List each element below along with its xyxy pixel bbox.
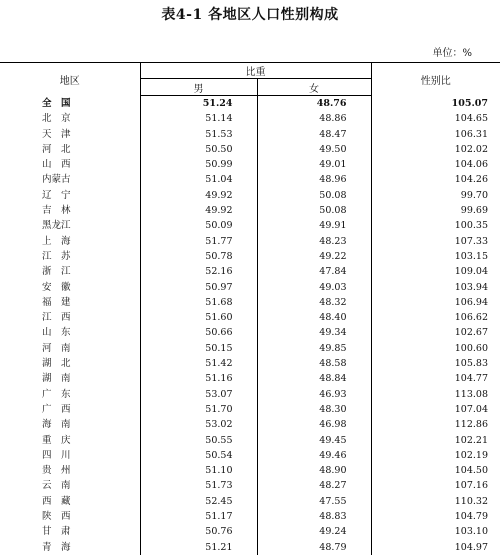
male-share-cell: 50.15 xyxy=(140,341,257,356)
male-share-cell: 52.16 xyxy=(140,264,257,279)
region-cell: 黑龙江 xyxy=(42,220,71,232)
female-share-cell: 48.90 xyxy=(257,463,371,478)
male-share-cell: 51.42 xyxy=(140,356,257,371)
female-share-cell: 48.27 xyxy=(257,478,371,493)
table-row-total xyxy=(0,96,500,112)
column-header-region: 地区 xyxy=(0,63,140,96)
male-share-cell: 51.21 xyxy=(140,540,257,555)
region-cell: 广 东 xyxy=(42,388,71,400)
table-row xyxy=(0,356,500,371)
region-cell: 云 南 xyxy=(42,480,71,492)
female-share-cell: 48.76 xyxy=(257,96,371,112)
sex-ratio-cell: 103.10 xyxy=(454,526,488,538)
column-header-female: 女 xyxy=(257,79,371,96)
table-row xyxy=(0,188,500,203)
female-share-cell: 49.03 xyxy=(257,280,371,295)
female-share-cell: 49.22 xyxy=(257,249,371,264)
female-share-cell: 49.85 xyxy=(257,341,371,356)
sex-ratio-cell: 102.67 xyxy=(454,327,488,339)
table-row xyxy=(0,494,500,509)
male-share-cell: 50.09 xyxy=(140,218,257,233)
table-row xyxy=(0,280,500,295)
male-share-cell: 50.76 xyxy=(140,524,257,539)
table-row xyxy=(0,371,500,386)
female-share-cell: 49.50 xyxy=(257,142,371,157)
region-cell: 西 藏 xyxy=(42,495,71,507)
table-row xyxy=(0,218,500,233)
female-share-cell: 48.47 xyxy=(257,127,371,142)
male-share-cell: 49.92 xyxy=(140,203,257,218)
sex-ratio-cell: 100.35 xyxy=(454,220,488,232)
region-cell: 天 津 xyxy=(42,128,71,140)
table-row xyxy=(0,264,500,279)
table-row xyxy=(0,249,500,264)
sex-composition-table xyxy=(0,62,500,555)
table-row xyxy=(0,310,500,325)
region-cell: 内蒙古 xyxy=(42,174,71,186)
sex-ratio-cell: 112.86 xyxy=(454,419,488,431)
sex-ratio-cell: 104.50 xyxy=(454,465,488,477)
sex-ratio-cell: 107.33 xyxy=(454,235,488,247)
table-row xyxy=(0,524,500,539)
region-cell: 江 西 xyxy=(42,312,71,324)
sex-ratio-cell: 102.19 xyxy=(454,449,488,461)
table-row xyxy=(0,463,500,478)
female-share-cell: 49.24 xyxy=(257,524,371,539)
male-share-cell: 51.10 xyxy=(140,463,257,478)
male-share-cell: 50.97 xyxy=(140,280,257,295)
male-share-cell: 51.68 xyxy=(140,295,257,310)
table-row xyxy=(0,341,500,356)
region-cell: 上 海 xyxy=(42,235,71,247)
region-cell: 广 西 xyxy=(42,403,71,415)
sex-ratio-cell: 106.62 xyxy=(454,312,488,324)
sex-ratio-cell: 103.15 xyxy=(454,250,488,262)
sex-ratio-cell: 102.21 xyxy=(454,434,488,446)
table-row xyxy=(0,509,500,524)
female-share-cell: 48.23 xyxy=(257,234,371,249)
male-share-cell: 50.50 xyxy=(140,142,257,157)
region-cell: 贵 州 xyxy=(42,465,71,477)
male-share-cell: 50.66 xyxy=(140,325,257,340)
table-row xyxy=(0,540,500,555)
table-row xyxy=(0,417,500,432)
female-share-cell: 49.45 xyxy=(257,433,371,448)
sex-ratio-cell: 104.77 xyxy=(454,373,488,385)
male-share-cell: 51.53 xyxy=(140,127,257,142)
region-cell: 安 徽 xyxy=(42,281,71,293)
unit-label: 单位：% xyxy=(432,48,472,59)
female-share-cell: 48.58 xyxy=(257,356,371,371)
column-header-male: 男 xyxy=(140,79,257,96)
male-share-cell: 50.99 xyxy=(140,157,257,172)
male-share-cell: 53.07 xyxy=(140,387,257,402)
female-share-cell: 48.30 xyxy=(257,402,371,417)
female-share-cell: 48.40 xyxy=(257,310,371,325)
male-share-cell: 52.45 xyxy=(140,494,257,509)
female-share-cell: 48.86 xyxy=(257,111,371,126)
table-row xyxy=(0,295,500,310)
female-share-cell: 49.34 xyxy=(257,325,371,340)
male-share-cell: 51.16 xyxy=(140,371,257,386)
table-row xyxy=(0,448,500,463)
male-share-cell: 51.04 xyxy=(140,172,257,187)
male-share-cell: 51.17 xyxy=(140,509,257,524)
sex-ratio-cell: 99.70 xyxy=(460,189,488,201)
sex-ratio-cell: 106.31 xyxy=(454,128,488,140)
region-cell: 全 国 xyxy=(42,97,71,109)
male-share-cell: 50.78 xyxy=(140,249,257,264)
table-row xyxy=(0,203,500,218)
male-share-cell: 51.14 xyxy=(140,111,257,126)
sex-ratio-cell: 107.16 xyxy=(454,480,488,492)
male-share-cell: 50.54 xyxy=(140,448,257,463)
table-row xyxy=(0,234,500,249)
female-share-cell: 50.08 xyxy=(257,188,371,203)
region-cell: 湖 北 xyxy=(42,358,71,370)
female-share-cell: 48.79 xyxy=(257,540,371,555)
female-share-cell: 46.98 xyxy=(257,417,371,432)
table-row xyxy=(0,142,500,157)
region-cell: 山 东 xyxy=(42,327,71,339)
sex-ratio-cell: 106.94 xyxy=(454,296,488,308)
female-share-cell: 47.55 xyxy=(257,494,371,509)
region-cell: 甘 肃 xyxy=(42,526,71,538)
sex-ratio-cell: 109.04 xyxy=(454,266,488,278)
region-cell: 浙 江 xyxy=(42,266,71,278)
sex-ratio-cell: 104.26 xyxy=(454,174,488,186)
male-share-cell: 51.24 xyxy=(140,96,257,112)
table-row xyxy=(0,127,500,142)
region-cell: 江 苏 xyxy=(42,250,71,262)
region-cell: 河 北 xyxy=(42,143,71,155)
female-share-cell: 48.84 xyxy=(257,371,371,386)
sex-ratio-cell: 100.60 xyxy=(454,342,488,354)
sex-ratio-cell: 104.65 xyxy=(454,113,488,125)
region-cell: 海 南 xyxy=(42,419,71,431)
female-share-cell: 50.08 xyxy=(257,203,371,218)
column-header-weight: 比重 xyxy=(140,63,371,79)
region-cell: 四 川 xyxy=(42,449,71,461)
sex-ratio-cell: 113.08 xyxy=(454,388,488,400)
male-share-cell: 51.73 xyxy=(140,478,257,493)
region-cell: 山 西 xyxy=(42,159,71,171)
sex-ratio-cell: 105.83 xyxy=(454,358,488,370)
male-share-cell: 51.70 xyxy=(140,402,257,417)
table-row xyxy=(0,433,500,448)
column-header-ratio: 性别比 xyxy=(371,63,500,96)
female-share-cell: 48.83 xyxy=(257,509,371,524)
female-share-cell: 47.84 xyxy=(257,264,371,279)
male-share-cell: 51.60 xyxy=(140,310,257,325)
male-share-cell: 50.55 xyxy=(140,433,257,448)
female-share-cell: 49.01 xyxy=(257,157,371,172)
male-share-cell: 51.77 xyxy=(140,234,257,249)
female-share-cell: 48.96 xyxy=(257,172,371,187)
region-cell: 青 海 xyxy=(42,541,71,553)
table-body xyxy=(0,96,500,555)
female-share-cell: 48.32 xyxy=(257,295,371,310)
male-share-cell: 49.92 xyxy=(140,188,257,203)
region-cell: 湖 南 xyxy=(42,373,71,385)
table-row xyxy=(0,402,500,417)
table-row xyxy=(0,172,500,187)
sex-ratio-cell: 110.32 xyxy=(454,495,488,507)
sex-ratio-cell: 104.06 xyxy=(454,159,488,171)
table-row xyxy=(0,387,500,402)
region-cell: 吉 林 xyxy=(42,205,71,217)
male-share-cell: 53.02 xyxy=(140,417,257,432)
region-cell: 重 庆 xyxy=(42,434,71,446)
sex-ratio-cell: 104.79 xyxy=(454,511,488,523)
sex-ratio-cell: 104.97 xyxy=(454,541,488,553)
sex-ratio-cell: 107.04 xyxy=(454,403,488,415)
sex-ratio-cell: 103.94 xyxy=(454,281,488,293)
page-title: 表4-1 各地区人口性别构成 xyxy=(161,7,339,23)
table-row xyxy=(0,111,500,126)
region-cell: 福 建 xyxy=(42,296,71,308)
region-cell: 河 南 xyxy=(42,342,71,354)
sex-ratio-cell: 99.69 xyxy=(460,205,488,217)
table-row xyxy=(0,157,500,172)
sex-ratio-cell: 105.07 xyxy=(451,97,488,109)
female-share-cell: 49.91 xyxy=(257,218,371,233)
table-row xyxy=(0,325,500,340)
region-cell: 辽 宁 xyxy=(42,189,71,201)
region-cell: 陕 西 xyxy=(42,511,71,523)
sex-ratio-cell: 102.02 xyxy=(454,143,488,155)
female-share-cell: 46.93 xyxy=(257,387,371,402)
table-row xyxy=(0,478,500,493)
region-cell: 北 京 xyxy=(42,113,71,125)
female-share-cell: 49.46 xyxy=(257,448,371,463)
